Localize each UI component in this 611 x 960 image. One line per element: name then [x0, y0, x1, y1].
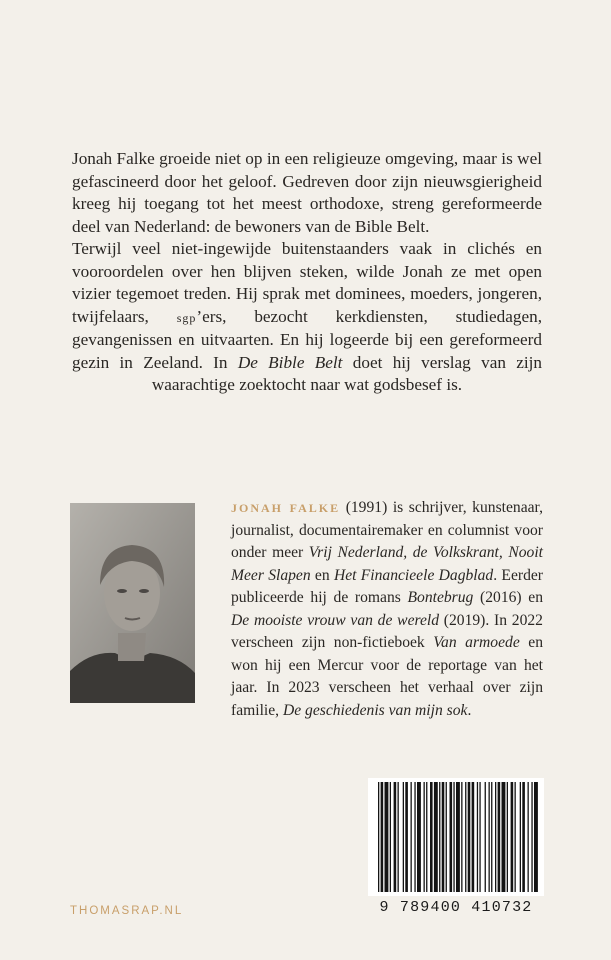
barcode-bar: [424, 782, 425, 892]
nonfiction-title: Van armoede: [433, 634, 520, 651]
bio-text: . Eerder publiceerde hij de romans: [231, 566, 543, 606]
barcode-bar: [398, 782, 399, 892]
novel-title: Bontebrug: [407, 589, 474, 606]
story-title: De geschiedenis van mijn sok: [282, 701, 468, 719]
barcode-bar: [394, 782, 397, 892]
barcode-bar: [502, 782, 506, 892]
blurb-text: Terwijl veel niet-ingewijde buitenstaanders vaak in clichés en vooroordelen over hen blijven steken, wilde Jonah ze met open vizier tegemoet treden. Hij sprak met dominees, moeders, jongeren, twijfelaars,: [72, 239, 542, 326]
publisher-website: THOMASRAP.NL: [70, 905, 184, 917]
isbn-number: 9 789400 410732: [379, 899, 533, 916]
barcode-bar: [511, 782, 514, 892]
barcode-bar: [442, 782, 445, 892]
bio-text: (2019). In 2022 verscheen zijn non-fictieboek: [231, 611, 543, 651]
barcode-bar: [430, 782, 433, 892]
barcode-bar: [411, 782, 412, 892]
barcode-bar: [461, 782, 462, 892]
barcode-bar: [491, 782, 492, 892]
barcode-bar: [477, 782, 478, 892]
blurb-text: doet hij verslag van zijn waarachtige zoektocht naar wat godsbesef is.: [151, 352, 542, 394]
author-bio-paragraph: [231, 497, 543, 722]
barcode-bar: [495, 782, 496, 892]
bio-text: (1991) is schrijver, kunstenaar, journalist, documentairemaker en columnist voor onder meer: [231, 499, 544, 561]
bio-text: en won hij een Mercur voor de reportage van het jaar. In 2023 verscheen het verhaal over zijn familie,: [231, 634, 544, 719]
barcode-bar: [414, 782, 415, 892]
blurb-paragraph-1: Jonah Falke groeide niet op in een religieuze omgeving, maar is wel gefascineerd door het geloof. Gedreven door zijn nieuwsgierigheid kreeg hij toegang tot het meest orthodoxe, streng gereformeerde deel van Nederland: de bewoners van de Bible Belt.: [72, 149, 542, 236]
back-cover-blurb: [72, 148, 542, 397]
barcode-bar: [479, 782, 480, 892]
barcode-bar: [468, 782, 471, 892]
barcode-bar: [507, 782, 508, 892]
barcode-bar: [520, 782, 521, 892]
book-title: De Bible Belt: [237, 352, 343, 372]
barcode-bar: [446, 782, 447, 892]
isbn-barcode: [368, 778, 544, 916]
barcode-bar: [531, 782, 532, 892]
bio-text: .: [467, 701, 472, 719]
barcode-bar: [456, 782, 460, 892]
barcode-bar: [405, 782, 408, 892]
party-abbreviation: sgp: [176, 310, 197, 325]
publication-title: Het Financieele Dagblad: [333, 566, 494, 584]
barcode-bar: [489, 782, 490, 892]
barcode-bar: [515, 782, 516, 892]
barcode-bar: [403, 782, 404, 892]
blurb-paragraph-2: [72, 238, 542, 397]
barcode-bar: [522, 782, 525, 892]
blurb-text: ’ers, bezocht kerkdiensten, studiedagen, gevangenissen en uitvaarten. En hij logeerde bij een gereformeerd gezin in Zeeland. In: [72, 306, 543, 372]
barcode-bar: [439, 782, 440, 892]
barcode-bar: [534, 782, 538, 892]
barcode-bar: [381, 782, 384, 892]
novel-title: De mooiste vrouw van de wereld: [231, 611, 440, 629]
barcode-bar: [417, 782, 421, 892]
author-bio: [231, 497, 543, 722]
barcode-bar: [472, 782, 475, 892]
barcode-bar: [453, 782, 454, 892]
barcode-bar: [485, 782, 486, 892]
barcode-bar: [390, 782, 391, 892]
bio-text: (2016) en: [473, 589, 543, 606]
barcode-bars: [368, 778, 544, 896]
barcode-bar: [434, 782, 438, 892]
bio-text: en: [310, 566, 334, 584]
author-photo: [70, 503, 195, 703]
barcode-bar: [465, 782, 466, 892]
barcode-bar: [426, 782, 427, 892]
barcode-bar: [528, 782, 529, 892]
publication-list: Vrij Nederland, de Volkskrant, Nooit Meer Slapen: [231, 544, 543, 584]
barcode-bar: [385, 782, 389, 892]
author-name: JONAH FALKE: [231, 501, 341, 515]
barcode-bar: [498, 782, 501, 892]
barcode-bar: [378, 782, 379, 892]
barcode-bar: [450, 782, 453, 892]
